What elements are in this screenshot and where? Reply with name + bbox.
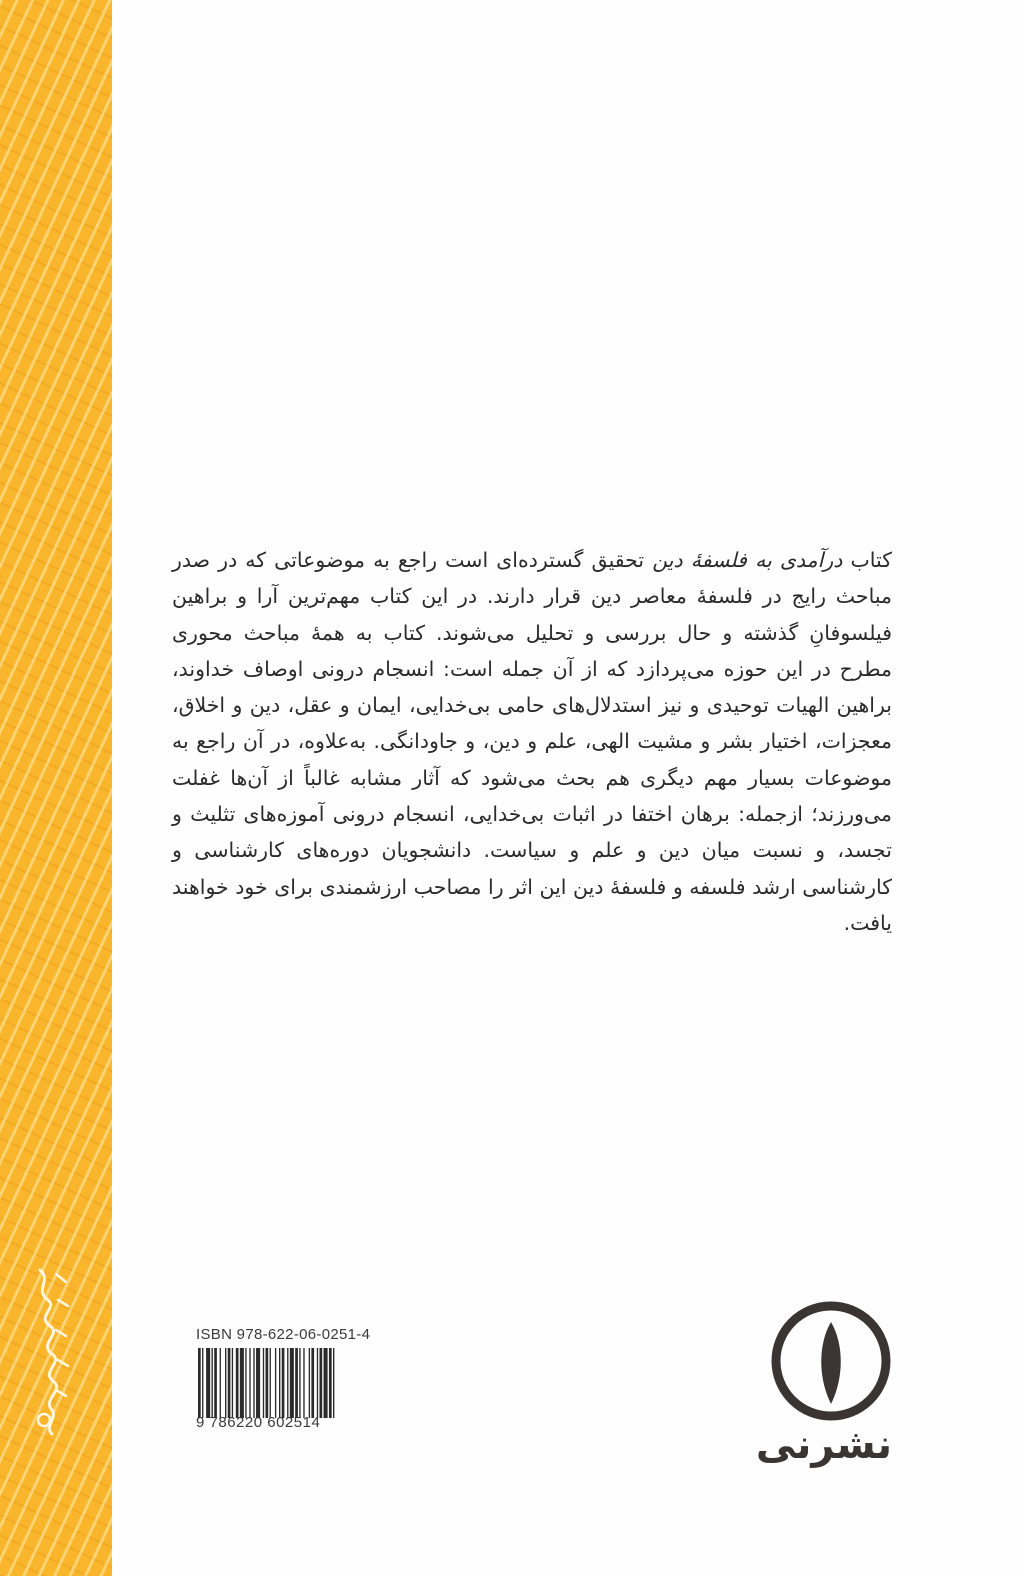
publisher-name: نشرنی: [755, 1422, 892, 1468]
barcode-digits: 9 786220 602514: [196, 1414, 321, 1431]
signature-icon: [22, 1260, 82, 1440]
book-title: درآمدی به فلسفهٔ دین: [652, 548, 843, 572]
blurb-intro: کتاب: [842, 548, 892, 572]
blurb-text: [172, 542, 892, 941]
spine-strip: [0, 0, 112, 1576]
blurb-paragraph: [172, 542, 892, 941]
reed-in-circle-icon: [770, 1300, 892, 1422]
barcode-icon: [196, 1348, 392, 1418]
publisher-logo: [755, 1300, 900, 1480]
blurb-body: تحقیق گسترده‌ای است راجع به موضوعاتی که در صدر مباحث رایج در فلسفهٔ معاصر دین قرار دارند. در این کتاب مهم‌ترین آرا و براهین فیلسوفانِ گذشته و حال بررسی و تحلیل می‌شوند. کتاب به همهٔ مباحث محوری مطرح در این حوزه می‌پردازد که از آن جمله است: انسجام درونی اوصاف خداوند، براهین الهیات توحیدی و نیز استدلال‌های حامی بی‌خدایی، ایمان و عقل، دین و اخلاق، معجزات، اختیار بشر و مشیت الهی، علم و دین، و جاودانگی. به‌علاوه، در آن راجع به موضوعات بسیار مهم دیگری هم بحث می‌شود که آثار مشابه غالباً از آن‌ها غفلت می‌ورزند؛ ازجمله: برهان اختفا در اثبات بی‌خدایی، انسجام درونی آموزه‌های تثلیث و تجسد، و نسبت میان دین و علم و سیاست. دانشجویان دوره‌های کارشناسی و کارشناسی ارشد فلسفه و فلسفهٔ دین این اثر را مصاحب ارزشمندی برای خود خواهند یافت.: [172, 548, 892, 935]
isbn-block: [196, 1326, 392, 1436]
isbn-label: ISBN 978-622-06-0251-4: [196, 1326, 371, 1343]
